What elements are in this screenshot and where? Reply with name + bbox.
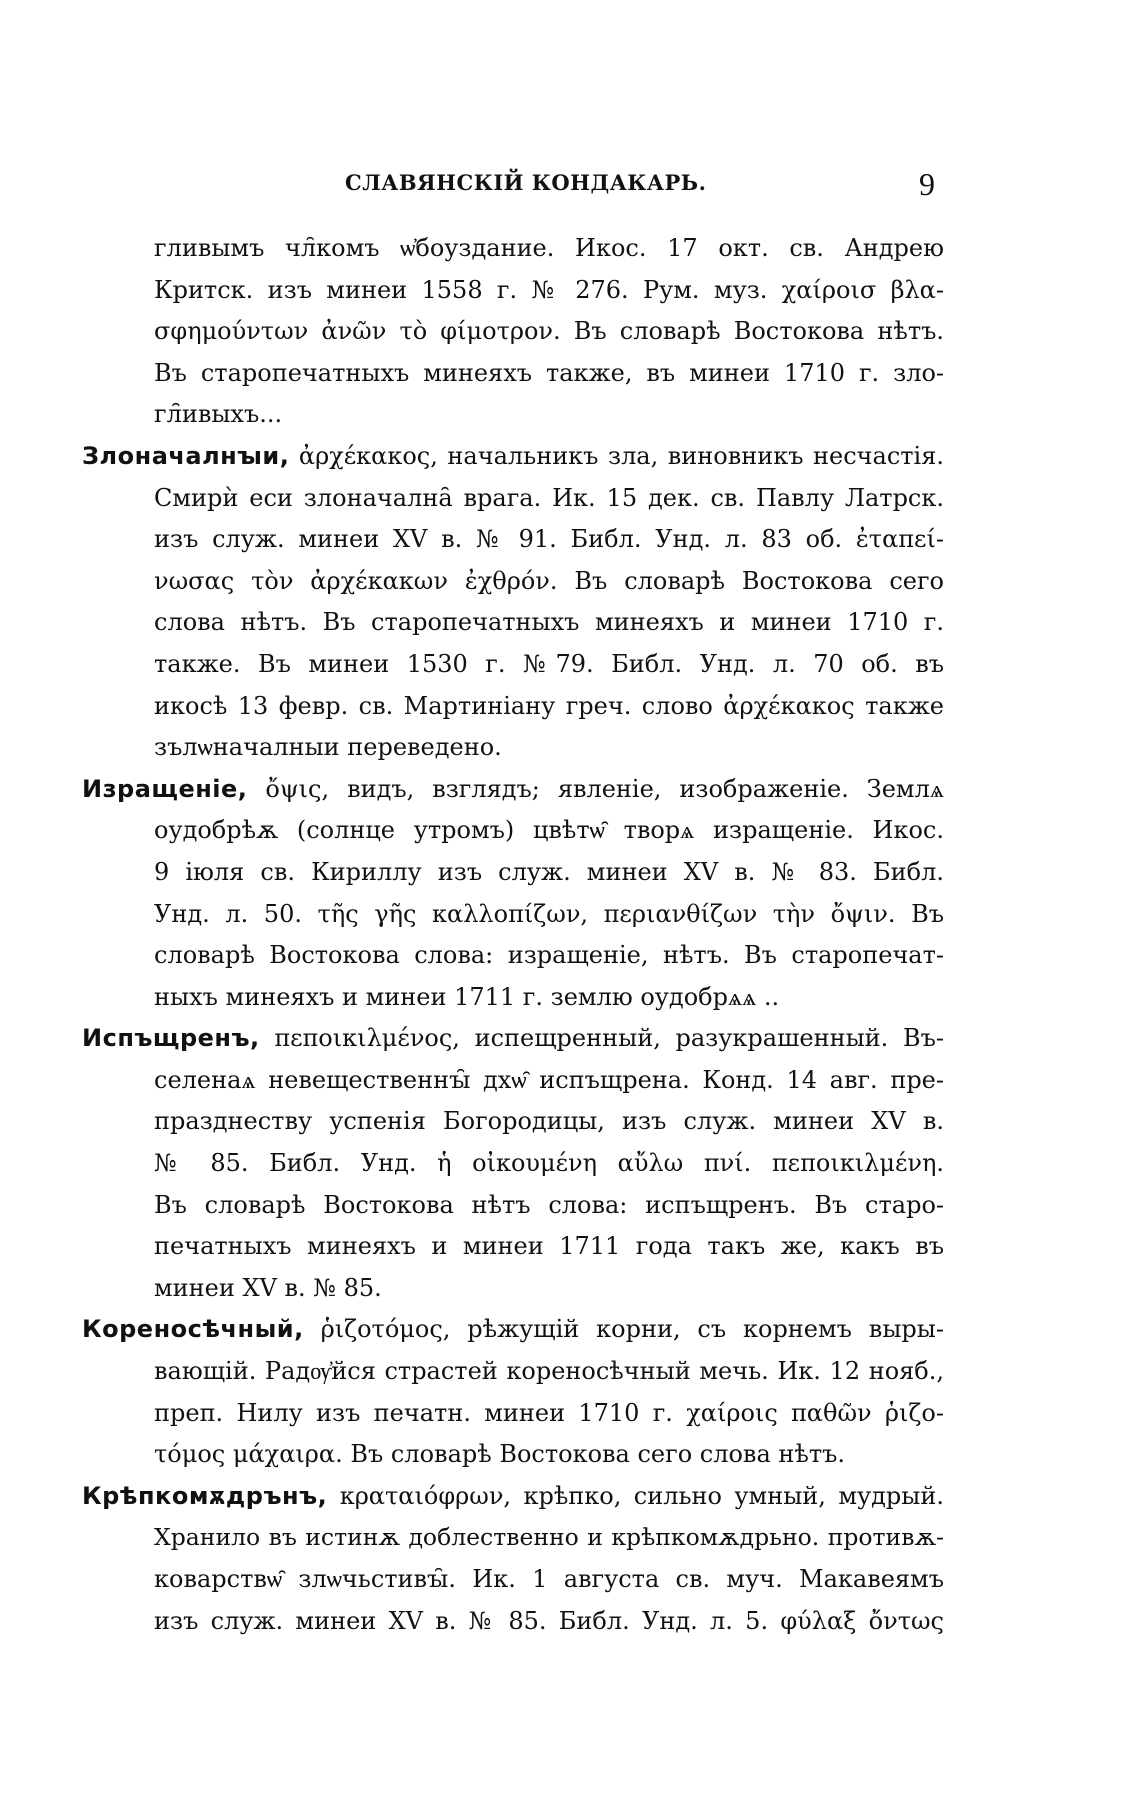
headword: Крѣпкомѫдрънъ,	[82, 1481, 328, 1510]
text-line: зълѡначалныи переведено.	[154, 733, 502, 762]
running-title: СЛАВЯНСКІЙ КОНДАКАРЬ.	[345, 170, 707, 195]
text-line: изъ служ. минеи XV в. № 85. Библ. Унд. л. 5. φύλαξ ὄντως	[154, 1606, 944, 1635]
text-line: также. Въ минеи 1530 г. №79. Библ. Унд. л. 70 об. въ	[154, 649, 944, 678]
entry-krepkomudren	[82, 1476, 944, 1642]
text-segment: κραταιόφρων, крѣпко, сильно умный, мудрый.	[339, 1481, 944, 1510]
page-header	[345, 166, 935, 206]
text-line: Унд. л. 50. τῆς γῆς καλλοπίζων, περιανθίζων τὴν ὄψιν. Въ	[154, 899, 944, 928]
headword: Злоначалнꙑи,	[82, 441, 290, 470]
text-line: коварствѡ̑ злѡчьстивꙑ̑. Ик. 1 августа св. муч. Макавеямъ	[154, 1565, 944, 1593]
text-segment: ῥιζοτόμος, рѣжущій корни, съ корнемъ выры-	[320, 1315, 944, 1344]
entry-continuation	[82, 228, 944, 436]
entry-first-line	[82, 1018, 944, 1060]
text-line: Въ словарѣ Востокова нѣтъ слова: испъщренъ. Въ старо-	[154, 1190, 944, 1219]
text-line: νωσας τὸν ἀρχέκακων ἐχθρόν. Въ словарѣ Востокова сего	[154, 566, 944, 595]
entry-ispushchren	[82, 1018, 944, 1309]
headword: Испъщренъ,	[82, 1024, 260, 1053]
text-line: печатныхъ минеяхъ и минеи 1711 года такъ же, какъ въ	[154, 1232, 944, 1261]
entry-first-line	[82, 769, 944, 811]
text-line: гливымъ чл̑комъ ѡ̓боуздание. Икос. 17 окт. св. Андрею	[154, 234, 944, 262]
text-line: τόμος μάχαιρα. Въ словарѣ Востокова сего слова нѣтъ.	[154, 1440, 846, 1469]
text-line: преп. Нилу изъ печатн. минеи 1710 г. χαίροις παθῶν ῥιζο-	[154, 1398, 944, 1427]
entry-zlonachalnyi	[82, 436, 944, 769]
text-line: ныхъ минеяхъ и минеи 1711 г. землю оудобрѧѧ ..	[154, 982, 780, 1011]
text-line: гл̑ивыхъ...	[154, 400, 283, 429]
entry-first-line	[82, 1309, 944, 1351]
text-line: Въ старопечатныхъ минеяхъ также, въ минеи 1710 г. зло-	[154, 358, 944, 387]
text-line: минеи XV в. № 85.	[154, 1273, 382, 1302]
entry-first-line	[82, 1476, 944, 1518]
text-line: словарѣ Востокова слова: изращеніе, нѣтъ. Въ старопечат-	[154, 941, 944, 970]
text-line: празднеству успенія Богородицы, изъ служ. минеи XV в.	[154, 1107, 944, 1136]
text-segment: πεποικιλμένος, испещренный, разукрашенный. Въ-	[274, 1024, 944, 1053]
text-segment: ἀρχέκακος, начальникъ зла, виновникъ несчастія.	[298, 441, 944, 470]
text-line: σφημούντων ἀνῶν τὸ φίμοτρον. Въ словарѣ Востокова нѣтъ.	[154, 317, 944, 346]
text-line: Критск. изъ минеи 1558 г. № 276. Рум. муз. χαίροισ βλα-	[154, 275, 944, 304]
dictionary-entries	[82, 228, 944, 1642]
text-line: изъ служ. минеи XV в. № 91. Библ. Унд. л. 83 об. ἐταπεί-	[154, 525, 944, 554]
text-line: 9 іюля св. Кириллу изъ служ. минеи XV в. № 83. Библ.	[154, 857, 944, 886]
page-number: 9	[919, 166, 935, 202]
entry-first-line	[82, 436, 944, 478]
entry-korenosechnyi	[82, 1309, 944, 1475]
text-line: селенаѧ невещественнꙑ̑ дхѡ̑ испъщрена. Конд. 14 авг. пре-	[154, 1065, 944, 1094]
text-line: оудобрѣѫ (солнце утромъ) цвѣтѡ̑ творѧ изращеніе. Икос.	[154, 816, 944, 845]
text-line: слова нѣтъ. Въ старопечатныхъ минеяхъ и минеи 1710 г.	[154, 608, 944, 637]
text-segment: ὄψις, видъ, взглядъ; явленіе, изображеніе. Землѧ	[265, 774, 944, 803]
text-line: № 85. Библ. Унд. ἡ οἰκουμένη αὔλω πνί. πεποικιλμένη.	[154, 1149, 944, 1178]
text-line: икосѣ 13 февр. св. Мартиніану греч. слово ἀρχέκακος также	[154, 691, 944, 720]
entry-izrashchenie	[82, 769, 944, 1019]
headword: Кореносѣчный,	[82, 1315, 304, 1344]
text-line: вающій. Радѹ̓йся страстей кореносѣчный мечь. Ик. 12 нояб.,	[154, 1357, 944, 1386]
headword: Изращеніе,	[82, 774, 248, 803]
text-line: Хранило въ истинѫ доблественно и крѣпкомѫдрьно. противѫ-	[154, 1523, 944, 1552]
text-line: Смирѝ еси злоначална̑ врага. Ик. 15 дек. св. Павлу Латрск.	[154, 483, 944, 512]
